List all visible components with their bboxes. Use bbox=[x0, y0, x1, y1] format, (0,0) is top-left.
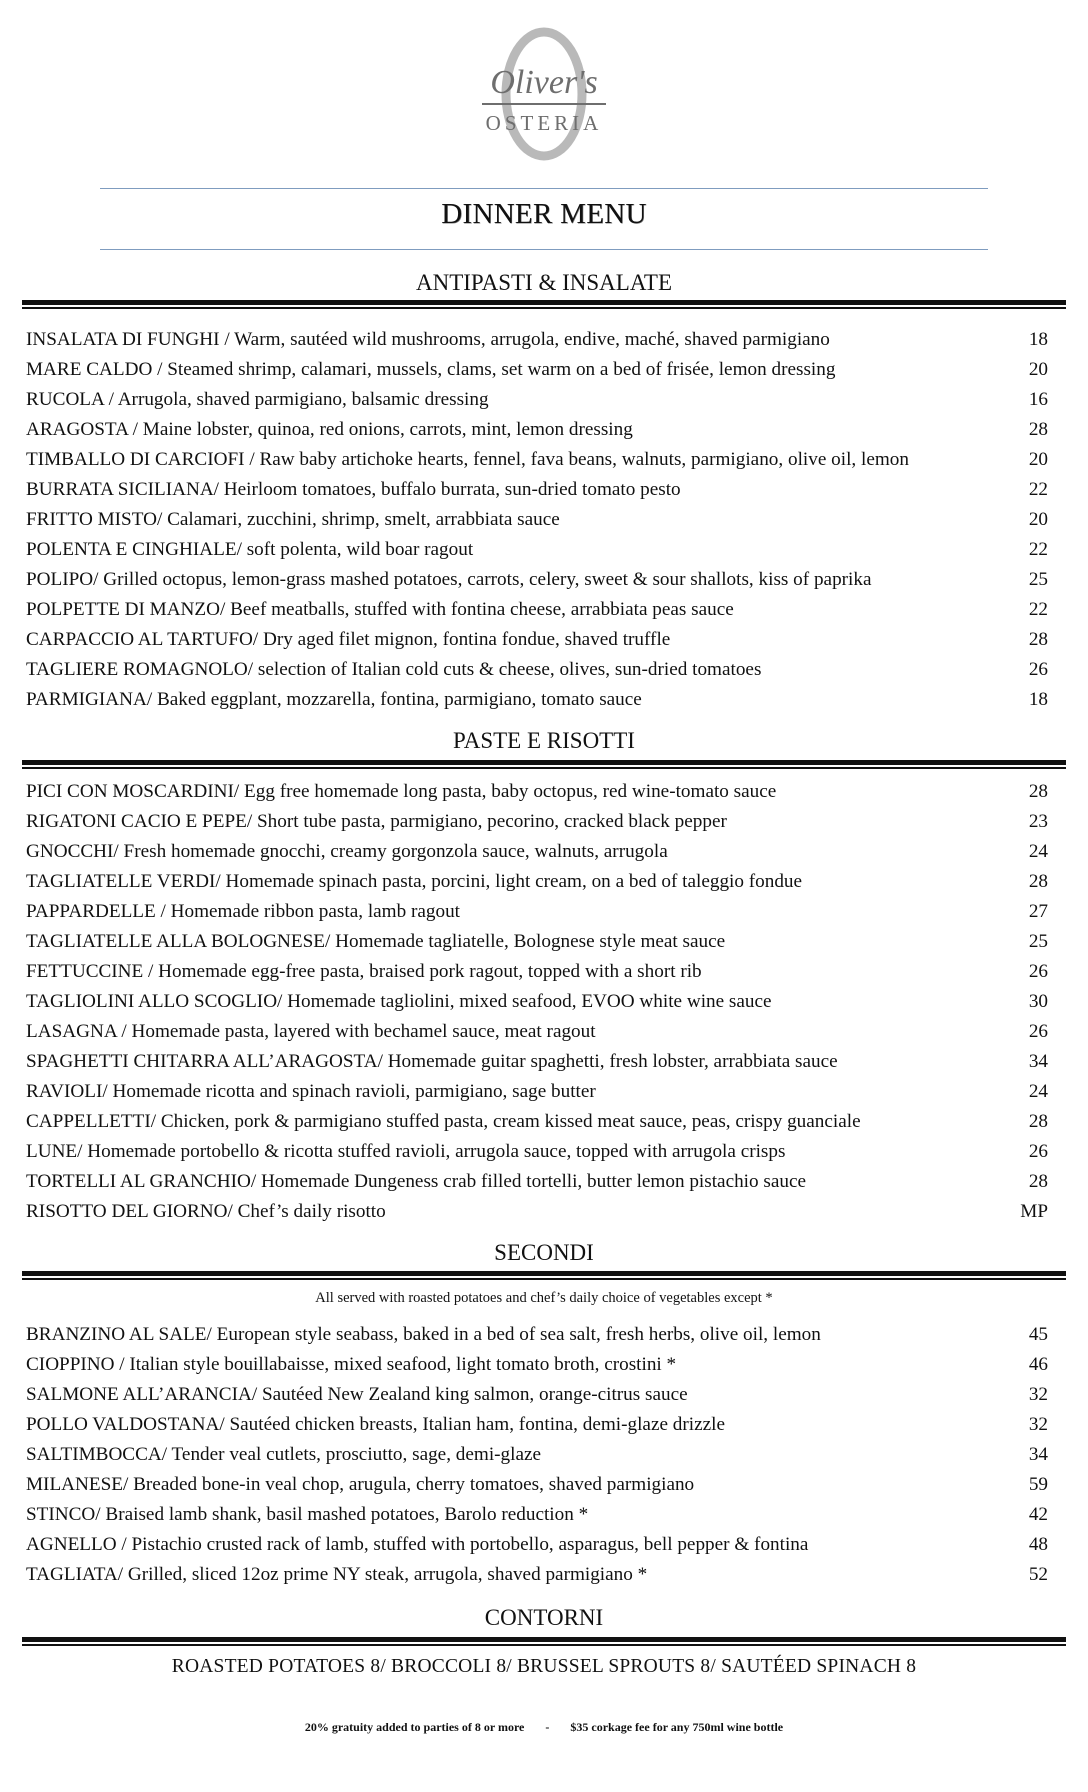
menu-item-price: 16 bbox=[1028, 389, 1048, 410]
menu-item bbox=[26, 1500, 1048, 1530]
logo-name: Oliver's bbox=[490, 64, 598, 101]
menu-item-description: POLIPO/ Grilled octopus, lemon-grass mashed potatoes, carrots, celery, sweet & sour shallots, kiss of paprika bbox=[26, 569, 872, 590]
menu-title: DINNER MENU bbox=[441, 198, 647, 230]
section-heading-paste: PASTE E RISOTTI bbox=[453, 728, 635, 753]
menu-item-price: 45 bbox=[1028, 1324, 1048, 1345]
section-heading-secondi: SECONDI bbox=[494, 1240, 594, 1265]
menu-item-price: 26 bbox=[1028, 961, 1048, 982]
restaurant-logo bbox=[0, 24, 1088, 174]
menu-item-price: 42 bbox=[1028, 1504, 1048, 1525]
menu-item bbox=[26, 1560, 1048, 1590]
title-rule bbox=[100, 249, 988, 250]
menu-item-price: 26 bbox=[1028, 1021, 1048, 1042]
menu-item-price: 28 bbox=[1028, 1171, 1048, 1192]
menu-item-price: MP bbox=[1020, 1201, 1048, 1222]
menu-item-price: 18 bbox=[1028, 329, 1048, 350]
menu-item-price: 20 bbox=[1028, 449, 1048, 470]
menu-item-price: 28 bbox=[1028, 629, 1048, 650]
menu-item-price: 28 bbox=[1028, 871, 1048, 892]
menu-item-description: RUCOLA / Arrugola, shaved parmigiano, balsamic dressing bbox=[26, 389, 489, 410]
menu-item-price: 22 bbox=[1028, 479, 1048, 500]
menu-item bbox=[26, 1167, 1048, 1197]
secondi-list bbox=[26, 1320, 1048, 1590]
menu-item bbox=[26, 355, 1048, 385]
menu-item-price: 30 bbox=[1028, 991, 1048, 1012]
section-rule bbox=[22, 1271, 1066, 1276]
section-rule bbox=[22, 300, 1066, 305]
menu-item bbox=[26, 565, 1048, 595]
menu-item-description: CIOPPINO / Italian style bouillabaisse, mixed seafood, light tomato broth, crostini * bbox=[26, 1354, 677, 1375]
antipasti-list bbox=[26, 325, 1048, 715]
menu-item-price: 52 bbox=[1028, 1564, 1048, 1585]
menu-item-description: TAGLIATELLE VERDI/ Homemade spinach pasta, porcini, light cream, on a bed of taleggio fondue bbox=[26, 871, 803, 892]
menu-item bbox=[26, 1410, 1048, 1440]
menu-item bbox=[26, 987, 1048, 1017]
menu-item-description: MARE CALDO / Steamed shrimp, calamari, mussels, clams, set warm on a bed of frisée, lemon dressing bbox=[26, 359, 836, 380]
menu-item-description: TIMBALLO DI CARCIOFI / Raw baby artichoke hearts, fennel, fava beans, walnuts, parmigiano, olive oil, lemon bbox=[26, 449, 909, 470]
menu-item-price: 24 bbox=[1028, 1081, 1048, 1102]
gratuity-note: 20% gratuity added to parties of 8 or more bbox=[304, 1720, 525, 1734]
menu-item-price: 28 bbox=[1028, 1111, 1048, 1132]
menu-item-price: 28 bbox=[1028, 419, 1048, 440]
menu-item-description: TAGLIERE ROMAGNOLO/ selection of Italian cold cuts & cheese, olives, sun-dried tomatoes bbox=[26, 659, 762, 680]
menu-item-description: PAPPARDELLE / Homemade ribbon pasta, lamb ragout bbox=[26, 901, 460, 922]
section-heading-contorni: CONTORNI bbox=[484, 1605, 604, 1630]
menu-item-description: SALMONE ALL’ARANCIA/ Sautéed New Zealand king salmon, orange-citrus sauce bbox=[26, 1384, 688, 1405]
menu-item-price: 59 bbox=[1028, 1474, 1048, 1495]
menu-item-description: AGNELLO / Pistachio crusted rack of lamb, stuffed with portobello, asparagus, bell pepper & fontina bbox=[26, 1534, 809, 1555]
menu-item-description: RAVIOLI/ Homemade ricotta and spinach ravioli, parmigiano, sage butter bbox=[26, 1081, 596, 1102]
menu-item-price: 22 bbox=[1028, 539, 1048, 560]
menu-item bbox=[26, 1107, 1048, 1137]
menu-item-price: 25 bbox=[1028, 931, 1048, 952]
menu-item-price: 34 bbox=[1028, 1051, 1048, 1072]
menu-item bbox=[26, 625, 1048, 655]
menu-item bbox=[26, 535, 1048, 565]
secondi-note: All served with roasted potatoes and chef’s daily choice of vegetables except * bbox=[315, 1290, 773, 1306]
menu-item-price: 32 bbox=[1028, 1384, 1048, 1405]
menu-item-description: LASAGNA / Homemade pasta, layered with bechamel sauce, meat ragout bbox=[26, 1021, 596, 1042]
menu-item-description: FETTUCCINE / Homemade egg-free pasta, braised pork ragout, topped with a short rib bbox=[26, 961, 702, 982]
menu-item-price: 20 bbox=[1028, 509, 1048, 530]
menu-item bbox=[26, 1350, 1048, 1380]
menu-item-description: TAGLIOLINI ALLO SCOGLIO/ Homemade tagliolini, mixed seafood, EVOO white wine sauce bbox=[26, 991, 772, 1012]
menu-item-description: STINCO/ Braised lamb shank, basil mashed potatoes, Barolo reduction * bbox=[26, 1504, 589, 1525]
menu-item-description: GNOCCHI/ Fresh homemade gnocchi, creamy gorgonzola sauce, walnuts, arrugola bbox=[26, 841, 668, 862]
menu-item-description: ARAGOSTA / Maine lobster, quinoa, red onions, carrots, mint, lemon dressing bbox=[26, 419, 633, 440]
menu-item bbox=[26, 1530, 1048, 1560]
menu-item-description: PARMIGIANA/ Baked eggplant, mozzarella, fontina, parmigiano, tomato sauce bbox=[26, 689, 642, 710]
menu-item-description: SALTIMBOCCA/ Tender veal cutlets, prosciutto, sage, demi-glaze bbox=[26, 1444, 542, 1465]
menu-item-price: 34 bbox=[1028, 1444, 1048, 1465]
menu-item-description: LUNE/ Homemade portobello & ricotta stuffed ravioli, arrugola sauce, topped with arrugola crisps bbox=[26, 1141, 786, 1162]
section-rule bbox=[22, 1637, 1066, 1642]
menu-item bbox=[26, 867, 1048, 897]
menu-item bbox=[26, 1470, 1048, 1500]
top-rule bbox=[100, 188, 988, 189]
menu-item-description: BRANZINO AL SALE/ European style seabass, baked in a bed of sea salt, fresh herbs, olive oil, lemon bbox=[26, 1324, 821, 1345]
menu-item-description: POLPETTE DI MANZO/ Beef meatballs, stuffed with fontina cheese, arrabbiata peas sauce bbox=[26, 599, 734, 620]
menu-item bbox=[26, 897, 1048, 927]
menu-item bbox=[26, 957, 1048, 987]
menu-item-price: 20 bbox=[1028, 359, 1048, 380]
menu-item bbox=[26, 1017, 1048, 1047]
menu-item bbox=[26, 1380, 1048, 1410]
menu-item bbox=[26, 1197, 1048, 1227]
footer-notes bbox=[0, 1720, 1088, 1735]
menu-item bbox=[26, 415, 1048, 445]
menu-item-description: FRITTO MISTO/ Calamari, zucchini, shrimp, smelt, arrabbiata sauce bbox=[26, 509, 560, 530]
menu-item-price: 24 bbox=[1028, 841, 1048, 862]
menu-item-description: TAGLIATELLE ALLA BOLOGNESE/ Homemade tagliatelle, Bolognese style meat sauce bbox=[26, 931, 726, 952]
menu-item-price: 27 bbox=[1028, 901, 1048, 922]
menu-item-price: 32 bbox=[1028, 1414, 1048, 1435]
menu-item bbox=[26, 505, 1048, 535]
menu-item-description: MILANESE/ Breaded bone-in veal chop, arugula, cherry tomatoes, shaved parmigiano bbox=[26, 1474, 695, 1495]
menu-item-price: 25 bbox=[1028, 569, 1048, 590]
contorni-list: ROASTED POTATOES 8/ BROCCOLI 8/ BRUSSEL SPROUTS 8/ SAUTÉED SPINACH 8 bbox=[171, 1656, 917, 1677]
menu-item-description: TORTELLI AL GRANCHIO/ Homemade Dungeness crab filled tortelli, butter lemon pistachio sauce bbox=[26, 1171, 807, 1192]
menu-item bbox=[26, 685, 1048, 715]
menu-item-description: BURRATA SICILIANA/ Heirloom tomatoes, buffalo burrata, sun-dried tomato pesto bbox=[26, 479, 681, 500]
menu-item-description: TAGLIATA/ Grilled, sliced 12oz prime NY steak, arrugola, shaved parmigiano * bbox=[26, 1564, 648, 1585]
menu-item-price: 26 bbox=[1028, 659, 1048, 680]
menu-item bbox=[26, 655, 1048, 685]
menu-item bbox=[26, 325, 1048, 355]
menu-item-description: POLLO VALDOSTANA/ Sautéed chicken breasts, Italian ham, fontina, demi-glaze drizzle bbox=[26, 1414, 725, 1435]
menu-item bbox=[26, 837, 1048, 867]
menu-item bbox=[26, 385, 1048, 415]
menu-item-description: RIGATONI CACIO E PEPE/ Short tube pasta, parmigiano, pecorino, cracked black pepper bbox=[26, 811, 727, 832]
section-rule bbox=[22, 760, 1066, 765]
menu-item-description: RISOTTO DEL GIORNO/ Chef’s daily risotto bbox=[26, 1201, 386, 1222]
menu-item bbox=[26, 445, 1048, 475]
menu-item-price: 46 bbox=[1028, 1354, 1048, 1375]
paste-list bbox=[26, 777, 1048, 1227]
menu-item-price: 26 bbox=[1028, 1141, 1048, 1162]
menu-item bbox=[26, 1047, 1048, 1077]
menu-item-price: 48 bbox=[1028, 1534, 1048, 1555]
menu-item bbox=[26, 1320, 1048, 1350]
menu-item bbox=[26, 807, 1048, 837]
menu-item bbox=[26, 927, 1048, 957]
menu-item bbox=[26, 475, 1048, 505]
menu-item bbox=[26, 1137, 1048, 1167]
menu-item-price: 23 bbox=[1028, 811, 1048, 832]
logo-subtitle: OSTERIA bbox=[485, 111, 603, 135]
menu-item-description: POLENTA E CINGHIALE/ soft polenta, wild boar ragout bbox=[26, 539, 474, 560]
menu-item-price: 18 bbox=[1028, 689, 1048, 710]
menu-item bbox=[26, 777, 1048, 807]
section-heading-antipasti: ANTIPASTI & INSALATE bbox=[416, 270, 672, 295]
menu-item-description: CARPACCIO AL TARTUFO/ Dry aged filet mignon, fontina fondue, shaved truffle bbox=[26, 629, 671, 650]
menu-item-price: 28 bbox=[1028, 781, 1048, 802]
menu-item bbox=[26, 595, 1048, 625]
menu-item-price: 22 bbox=[1028, 599, 1048, 620]
menu-item bbox=[26, 1077, 1048, 1107]
corkage-note: $35 corkage fee for any 750ml wine bottle bbox=[570, 1720, 784, 1734]
menu-item-description: SPAGHETTI CHITARRA ALL’ARAGOSTA/ Homemade guitar spaghetti, fresh lobster, arrabbiata sauce bbox=[26, 1051, 838, 1072]
menu-item-description: PICI CON MOSCARDINI/ Egg free homemade long pasta, baby octopus, red wine-tomato sauce bbox=[26, 781, 777, 802]
footer-separator: - bbox=[545, 1720, 550, 1734]
menu-item bbox=[26, 1440, 1048, 1470]
menu-item-description: INSALATA DI FUNGHI / Warm, sautéed wild mushrooms, arrugola, endive, maché, shaved parmigiano bbox=[26, 329, 830, 350]
menu-item-description: CAPPELLETTI/ Chicken, pork & parmigiano stuffed pasta, cream kissed meat sauce, peas, crispy guanciale bbox=[26, 1111, 861, 1132]
